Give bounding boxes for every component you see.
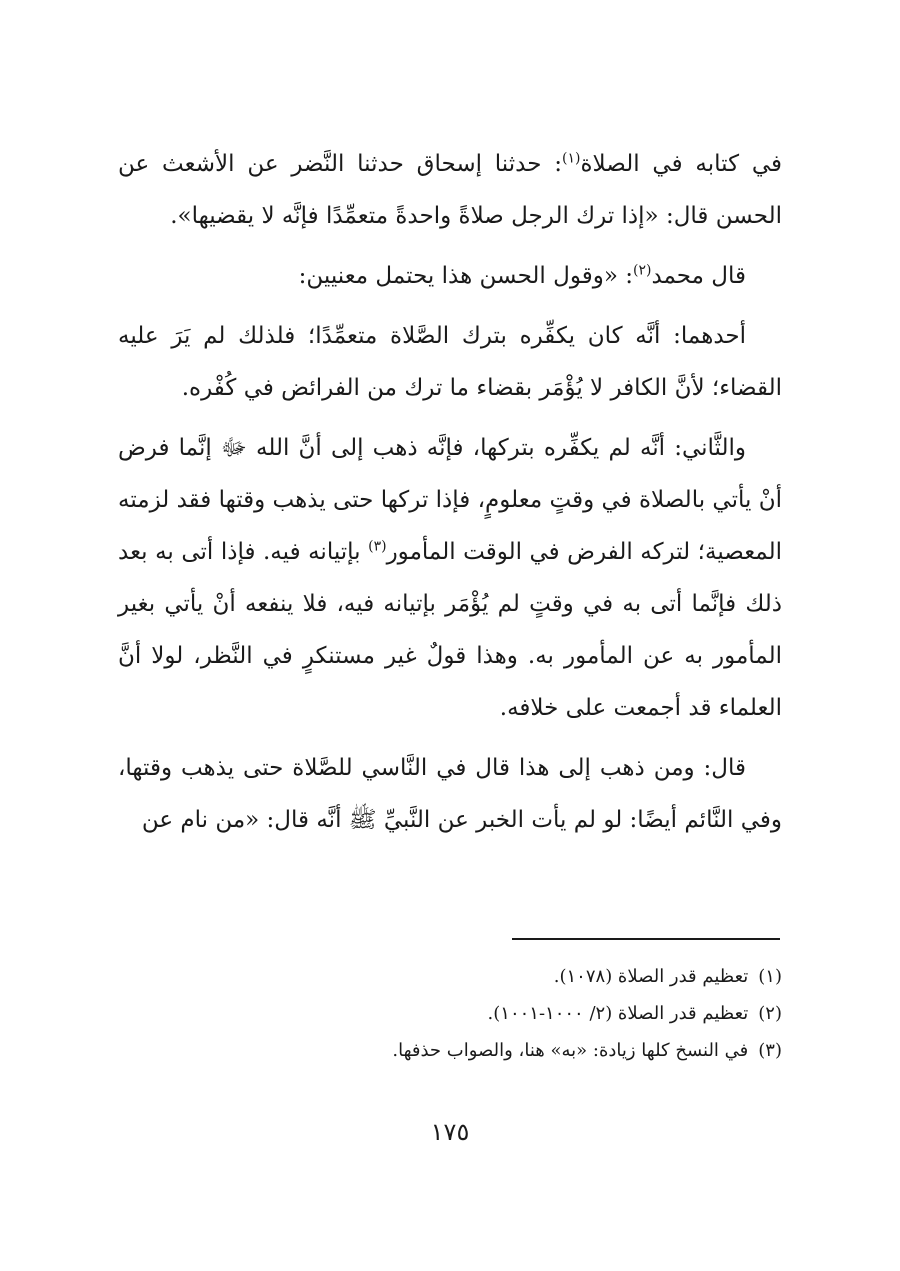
footnote-number: (١) (758, 966, 782, 987)
paragraph-2: قال محمد$^{(٢)}$: «وقول الحسن هذا يحتمل معنيين: (298, 262, 746, 289)
paragraph-5: قال: ومن ذهب إلى هذا قال في النَّاسي للصَّلاة حتى يذهب وقتها، وفي النَّائم أيضًا: لو لم يأت الخبر عن النَّبيِّ ﷺ أنَّه قال: «من نام عن (118, 755, 782, 833)
footnote-ref-1[interactable]: (١) (562, 150, 581, 167)
main-text (118, 138, 782, 854)
page-number: ١٧٥ (430, 1118, 470, 1146)
footnote-number: (٢) (758, 1003, 782, 1024)
footnote-1 (118, 958, 782, 995)
paragraph-3: أحدهما: أنَّه كان يكفِّره بترك الصَّلاة متعمِّدًا؛ فلذلك لم يَرَ عليه القضاء؛ لأنَّ الكافر لا يُؤْمَر بقضاء ما ترك من الفرائض في كُفْره. (118, 323, 782, 401)
footnote-separator (512, 938, 780, 940)
paragraph-4: والثَّاني: أنَّه لم يكفِّره بتركها، فإنَّه ذهب إلى أنَّ الله ﷻ إنَّما فرض أنْ يأتي بالصلاة في وقتٍ معلومٍ، فإذا تركها حتى يذهب وقتها فقد لزمته المعصية؛ لتركه الفرض في الوقت المأمور$^{(٣)}$ بإتيانه فيه. فإذا أتى به بعد ذلك فإنَّما أتى به في وقتٍ لم يُؤْمَر بإتيانه فيه، فلا ينفعه أنْ يأتي بغير المأمور به عن المأمور به. وهذا قولٌ غير مستنكرٍ في النَّظر، لولا أنَّ العلماء قد أجمعت على خلافه. (117, 435, 782, 721)
footnote-2 (118, 995, 782, 1032)
footnote-ref-3[interactable]: (٣) (368, 538, 387, 555)
footnote-number: (٣) (758, 1040, 782, 1061)
footnote-3 (118, 1032, 782, 1069)
footnote-ref-2[interactable]: (٢) (632, 262, 652, 279)
footnote-text: في النسخ كلها زيادة: «به» هنا، والصواب حذفها. (392, 1040, 749, 1061)
footnotes (118, 958, 782, 1069)
paragraph-1: في كتابه في الصلاة$^{(١)}$: حدثنا إسحاق حدثنا النَّضر عن الأشعث عن الحسن قال: «إذا ترك الرجل صلاةً واحدةً متعمِّدًا فإنَّه لا يقضيها». (118, 150, 782, 229)
footnote-text: تعظيم قدر الصلاة (١٠٧٨). (553, 966, 749, 987)
footnote-text: تعظيم قدر الصلاة (٢/ ١٠٠٠-١٠٠١). (487, 1003, 749, 1024)
